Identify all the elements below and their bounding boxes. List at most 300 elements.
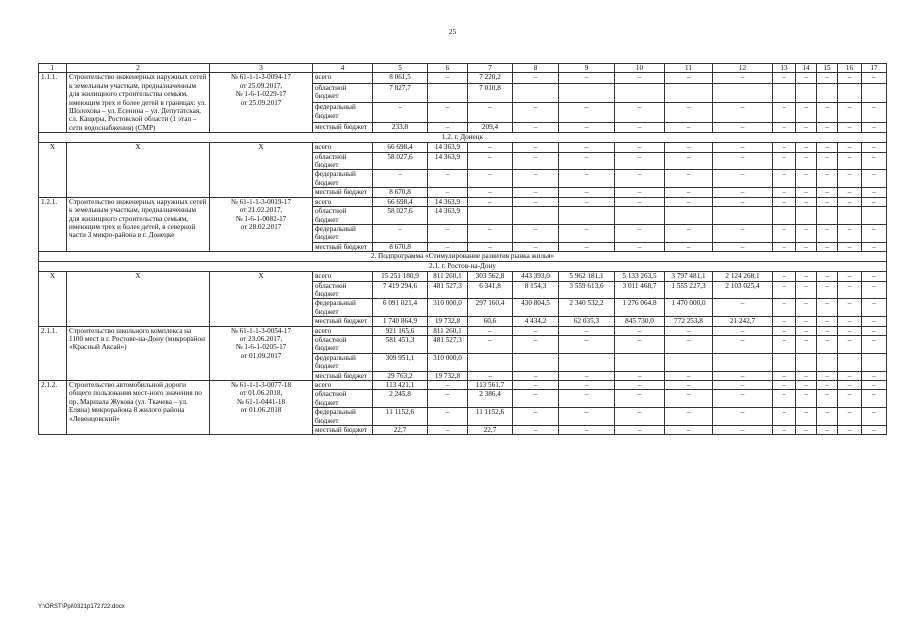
value-cell: – — [665, 242, 713, 251]
value-cell: 430 804,5 — [513, 299, 559, 317]
value-cell: – — [773, 143, 796, 152]
value-cell: – — [862, 371, 887, 380]
value-cell: 8 154,3 — [513, 281, 559, 299]
column-number-cell: 4 — [313, 64, 373, 73]
value-cell: 2 245,8 — [373, 390, 428, 408]
value-cell: – — [862, 299, 887, 317]
value-cell: 11 1152,6 — [468, 408, 513, 426]
value-cell: – — [838, 371, 862, 380]
value-cell: – — [862, 224, 887, 242]
value-cell: – — [665, 326, 713, 335]
value-cell: – — [513, 152, 559, 170]
value-cell: – — [559, 335, 615, 353]
value-cell: – — [773, 272, 796, 281]
value-cell: – — [615, 224, 665, 242]
value-cell: 7 220,2 — [468, 73, 513, 83]
value-cell: 8 670,8 — [373, 242, 428, 251]
value-cell — [817, 353, 838, 371]
item-name: Строительство инженерных наружных сетей к земельным участкам, предназначенным для жилищного строительства семьям, имеющим трех и более детей в границах: ул. Шолохова – ул. Есенина – ул. Депутатская, сл. Кащеры, Ростовской области (1 этап – сети водоснабжения) (СМР) — [67, 73, 210, 133]
value-cell: – — [559, 326, 615, 335]
value-cell — [559, 207, 615, 225]
value-cell: 22,7 — [373, 426, 428, 435]
value-cell — [513, 207, 559, 225]
item-documents: № 61-1-1-3-0019-17 от 21.02.2017, № 1-6-1-0082-17 от 28.02.2017 — [210, 197, 313, 251]
value-cell: – — [373, 170, 428, 188]
value-cell — [713, 353, 773, 371]
budget-label-regional: областной бюджет — [313, 335, 373, 353]
value-cell: 3 559 613,6 — [559, 281, 615, 299]
value-cell: – — [838, 426, 862, 435]
value-cell: – — [862, 188, 887, 197]
value-cell: – — [713, 224, 773, 242]
value-cell: 11 1152,6 — [373, 408, 428, 426]
x-mark-cell: Х — [39, 272, 67, 326]
value-cell: – — [838, 143, 862, 152]
value-cell: – — [428, 426, 468, 435]
budget-label-total: всего — [313, 272, 373, 281]
value-cell: – — [615, 170, 665, 188]
value-cell: – — [713, 408, 773, 426]
value-cell: – — [665, 426, 713, 435]
value-cell: 2 340 532,2 — [559, 299, 615, 317]
value-cell — [665, 207, 713, 225]
column-number-cell: 7 — [468, 64, 513, 73]
value-cell: – — [468, 242, 513, 251]
column-number-cell: 15 — [817, 64, 838, 73]
value-cell: – — [428, 381, 468, 390]
value-cell: – — [817, 73, 838, 83]
value-cell: – — [773, 170, 796, 188]
value-cell: – — [615, 143, 665, 152]
item-number: 1.1.1. — [39, 73, 67, 133]
value-cell: – — [713, 197, 773, 206]
item-name: Строительство инженерных наружных сетей к земельным участкам, предназначенным для жилищного строительства семьям, имеющим трех и более детей, в северной части 3 микро-района в г. Донецке — [67, 197, 210, 251]
value-cell: – — [559, 143, 615, 152]
value-cell: – — [615, 73, 665, 83]
value-cell: – — [713, 381, 773, 390]
value-cell: – — [665, 152, 713, 170]
value-cell: – — [838, 152, 862, 170]
value-cell: 29 763,2 — [373, 371, 428, 380]
value-cell: 443 393,0 — [513, 272, 559, 281]
value-cell: 14 363,9 — [428, 152, 468, 170]
value-cell: – — [773, 326, 796, 335]
value-cell: – — [838, 73, 862, 83]
value-cell: – — [665, 73, 713, 83]
column-number-cell: 16 — [838, 64, 862, 73]
value-cell: 19 732,8 — [428, 371, 468, 380]
value-cell: 58 027,6 — [373, 207, 428, 225]
value-cell: – — [713, 152, 773, 170]
value-cell: – — [559, 170, 615, 188]
value-cell: – — [773, 408, 796, 426]
value-cell: – — [428, 390, 468, 408]
budget-label-local: местный бюджет — [313, 188, 373, 197]
table-row — [39, 326, 887, 335]
value-cell: – — [615, 197, 665, 206]
value-cell: 8 670,8 — [373, 188, 428, 197]
value-cell: – — [773, 197, 796, 206]
budget-label-federal: федеральный бюджет — [313, 103, 373, 123]
value-cell: – — [559, 188, 615, 197]
value-cell: – — [615, 103, 665, 123]
value-cell — [796, 207, 817, 225]
value-cell — [713, 83, 773, 103]
value-cell: – — [862, 143, 887, 152]
value-cell: – — [665, 103, 713, 123]
value-cell: – — [665, 122, 713, 132]
item-documents: № 61-1-1-3-0054-17 от 23.06.2017, № 1-6-1-0205-17 от 01.09.2017 — [210, 326, 313, 380]
table-row — [39, 197, 887, 206]
value-cell: 233,8 — [373, 122, 428, 132]
value-cell: – — [513, 143, 559, 152]
value-cell: 7 827,7 — [373, 83, 428, 103]
value-cell — [615, 207, 665, 225]
value-cell: – — [796, 103, 817, 123]
value-cell: 310 000,0 — [428, 353, 468, 371]
value-cell: – — [773, 335, 796, 353]
value-cell: – — [513, 170, 559, 188]
value-cell: – — [796, 224, 817, 242]
value-cell: – — [468, 143, 513, 152]
value-cell: – — [559, 408, 615, 426]
value-cell: 60,6 — [468, 317, 513, 326]
value-cell: – — [559, 224, 615, 242]
value-cell: – — [615, 371, 665, 380]
value-cell: – — [713, 390, 773, 408]
column-number-cell: 12 — [713, 64, 773, 73]
value-cell: – — [862, 122, 887, 132]
value-cell: – — [513, 103, 559, 123]
budget-label-total: всего — [313, 197, 373, 206]
value-cell: – — [838, 122, 862, 132]
value-cell — [559, 83, 615, 103]
x-mark-cell: Х — [39, 143, 67, 197]
value-cell: – — [817, 299, 838, 317]
value-cell: 481 527,3 — [428, 281, 468, 299]
value-cell: – — [513, 426, 559, 435]
value-cell: – — [559, 122, 615, 132]
column-number-row — [39, 64, 887, 73]
value-cell: – — [862, 272, 887, 281]
value-cell: – — [817, 272, 838, 281]
value-cell: – — [862, 335, 887, 353]
value-cell: – — [838, 197, 862, 206]
section-title: 1.2. г. Донецк — [39, 133, 887, 143]
value-cell: – — [796, 299, 817, 317]
value-cell — [713, 207, 773, 225]
value-cell: 3 797 481,1 — [665, 272, 713, 281]
value-cell: – — [838, 272, 862, 281]
value-cell: – — [796, 317, 817, 326]
section-row — [39, 262, 887, 272]
budget-label-federal: федеральный бюджет — [313, 408, 373, 426]
value-cell: 14 363,9 — [428, 197, 468, 206]
budget-label-federal: федеральный бюджет — [313, 170, 373, 188]
value-cell — [796, 83, 817, 103]
value-cell: – — [468, 152, 513, 170]
value-cell — [559, 353, 615, 371]
value-cell: – — [713, 170, 773, 188]
value-cell: – — [773, 281, 796, 299]
value-cell: 1 740 864,9 — [373, 317, 428, 326]
value-cell: – — [796, 242, 817, 251]
column-number-cell: 13 — [773, 64, 796, 73]
column-number-cell: 3 — [210, 64, 313, 73]
value-cell: – — [559, 197, 615, 206]
value-cell: – — [817, 152, 838, 170]
value-cell: – — [838, 224, 862, 242]
value-cell: – — [713, 188, 773, 197]
value-cell — [838, 207, 862, 225]
value-cell: 21 242,7 — [713, 317, 773, 326]
budget-label-regional: областной бюджет — [313, 390, 373, 408]
value-cell: – — [796, 272, 817, 281]
value-cell: – — [559, 381, 615, 390]
budget-label-total: всего — [313, 73, 373, 83]
value-cell — [773, 353, 796, 371]
value-cell: 113 421,1 — [373, 381, 428, 390]
value-cell: 15 251 180,9 — [373, 272, 428, 281]
value-cell: – — [796, 281, 817, 299]
value-cell: – — [713, 371, 773, 380]
value-cell: – — [773, 122, 796, 132]
budget-label-local: местный бюджет — [313, 242, 373, 251]
value-cell: – — [513, 73, 559, 83]
value-cell: – — [513, 197, 559, 206]
value-cell: – — [796, 371, 817, 380]
value-cell: – — [862, 152, 887, 170]
value-cell: 845 730,0 — [615, 317, 665, 326]
value-cell: 66 698,4 — [373, 197, 428, 206]
value-cell: – — [817, 103, 838, 123]
value-cell: – — [817, 317, 838, 326]
value-cell: – — [373, 224, 428, 242]
value-cell: – — [513, 188, 559, 197]
value-cell: – — [665, 170, 713, 188]
value-cell: – — [862, 390, 887, 408]
section-title: 2. Подпрограмма «Стимулирование развития рынка жилья» — [39, 252, 887, 262]
value-cell: – — [817, 224, 838, 242]
value-cell: – — [615, 381, 665, 390]
x-mark-cell: Х — [210, 272, 313, 326]
value-cell: – — [773, 299, 796, 317]
column-number-cell: 2 — [67, 64, 210, 73]
value-cell: – — [862, 326, 887, 335]
column-number-cell: 9 — [559, 64, 615, 73]
value-cell: – — [773, 426, 796, 435]
value-cell: 2 103 025,4 — [713, 281, 773, 299]
value-cell — [796, 353, 817, 371]
value-cell: 811 260,1 — [428, 326, 468, 335]
value-cell: – — [817, 371, 838, 380]
value-cell: 1 470 000,0 — [665, 299, 713, 317]
item-name: Строительство автомобильной дороги общего пользования мест-ного значения по пр. Маршала Жукова (ул. Ткачева – ул. Еляна) микрорайона 8 жилого района «Левенцовский» — [67, 381, 210, 435]
value-cell: 19 732,8 — [428, 317, 468, 326]
item-number: 2.1.2. — [39, 381, 67, 435]
column-number-cell: 1 — [39, 64, 67, 73]
value-cell: – — [796, 390, 817, 408]
item-number: 2.1.1. — [39, 326, 67, 380]
value-cell: – — [796, 170, 817, 188]
value-cell: – — [773, 371, 796, 380]
value-cell: – — [665, 197, 713, 206]
column-number-cell: 14 — [796, 64, 817, 73]
value-cell: – — [615, 335, 665, 353]
value-cell: – — [468, 326, 513, 335]
section-title: 2.1. г. Ростов-на-Дону — [39, 262, 887, 272]
value-cell: – — [817, 426, 838, 435]
value-cell: – — [773, 224, 796, 242]
x-mark-cell: Х — [67, 272, 210, 326]
value-cell: – — [773, 381, 796, 390]
value-cell: 8 061,5 — [373, 73, 428, 83]
value-cell: – — [817, 281, 838, 299]
value-cell: 481 527,3 — [428, 335, 468, 353]
table-row — [39, 381, 887, 390]
value-cell: – — [513, 224, 559, 242]
value-cell: 7 419 294,6 — [373, 281, 428, 299]
value-cell: 303 562,8 — [468, 272, 513, 281]
value-cell: – — [796, 408, 817, 426]
value-cell: – — [838, 170, 862, 188]
value-cell: – — [428, 242, 468, 251]
value-cell: – — [373, 103, 428, 123]
value-cell: 6 341,8 — [468, 281, 513, 299]
value-cell: – — [838, 326, 862, 335]
budget-label-regional: областной бюджет — [313, 207, 373, 225]
value-cell: – — [862, 381, 887, 390]
value-cell: 921 165,6 — [373, 326, 428, 335]
value-cell: – — [817, 188, 838, 197]
value-cell: – — [838, 390, 862, 408]
value-cell: – — [468, 170, 513, 188]
value-cell: – — [838, 299, 862, 317]
value-cell: – — [796, 73, 817, 83]
value-cell: – — [513, 408, 559, 426]
value-cell — [615, 353, 665, 371]
column-number-cell: 10 — [615, 64, 665, 73]
value-cell: 22,7 — [468, 426, 513, 435]
item-number: 1.2.1. — [39, 197, 67, 251]
budget-label-federal: федеральный бюджет — [313, 224, 373, 242]
value-cell — [817, 83, 838, 103]
value-cell: – — [513, 242, 559, 251]
value-cell: – — [817, 122, 838, 132]
value-cell: – — [713, 143, 773, 152]
value-cell: – — [817, 170, 838, 188]
budget-label-total: всего — [313, 143, 373, 152]
value-cell: – — [796, 122, 817, 132]
value-cell: – — [862, 242, 887, 251]
value-cell: 14 363,9 — [428, 207, 468, 225]
value-cell: 2 386,4 — [468, 390, 513, 408]
value-cell: – — [796, 335, 817, 353]
value-cell: – — [428, 224, 468, 242]
value-cell: – — [838, 408, 862, 426]
value-cell: – — [796, 426, 817, 435]
value-cell: – — [428, 103, 468, 123]
value-cell — [773, 83, 796, 103]
value-cell: – — [513, 335, 559, 353]
value-cell: – — [838, 242, 862, 251]
value-cell: – — [713, 426, 773, 435]
value-cell: – — [615, 426, 665, 435]
value-cell: – — [665, 390, 713, 408]
value-cell: – — [796, 381, 817, 390]
value-cell: – — [817, 381, 838, 390]
value-cell: – — [862, 281, 887, 299]
value-cell: – — [817, 335, 838, 353]
value-cell — [428, 83, 468, 103]
table-row — [39, 143, 887, 152]
budget-label-regional: областной бюджет — [313, 83, 373, 103]
column-number-cell: 17 — [862, 64, 887, 73]
value-cell: – — [665, 381, 713, 390]
value-cell: – — [773, 103, 796, 123]
value-cell: – — [817, 143, 838, 152]
value-cell: – — [862, 73, 887, 83]
table-row — [39, 272, 887, 281]
value-cell: 581 451,3 — [373, 335, 428, 353]
value-cell: 4 434,2 — [513, 317, 559, 326]
value-cell: – — [713, 335, 773, 353]
item-name: Строительство школьного комплекса на 1100 мест в г. Ростове-на-Дону (микрорайон «Красный Аксай») — [67, 326, 210, 380]
value-cell: – — [773, 390, 796, 408]
value-cell: 1 555 227,3 — [665, 281, 713, 299]
value-cell — [615, 83, 665, 103]
value-cell: – — [513, 371, 559, 380]
value-cell: – — [665, 371, 713, 380]
value-cell: – — [796, 188, 817, 197]
value-cell: – — [838, 188, 862, 197]
x-mark-cell: Х — [210, 143, 313, 197]
value-cell: – — [713, 242, 773, 251]
value-cell: – — [428, 170, 468, 188]
value-cell: 2 124 268,1 — [713, 272, 773, 281]
value-cell: – — [665, 408, 713, 426]
value-cell — [862, 83, 887, 103]
budget-table — [38, 63, 887, 435]
value-cell: – — [862, 103, 887, 123]
value-cell: 3 011 468,7 — [615, 281, 665, 299]
budget-label-federal: федеральный бюджет — [313, 299, 373, 317]
value-cell: – — [559, 426, 615, 435]
budget-label-total: всего — [313, 381, 373, 390]
value-cell: – — [713, 103, 773, 123]
value-cell: – — [559, 73, 615, 83]
value-cell: – — [713, 73, 773, 83]
value-cell: – — [615, 188, 665, 197]
value-cell — [862, 207, 887, 225]
file-path-footer: Y:\ORST\Ppi\0321p172.f22.docx — [38, 604, 125, 610]
value-cell: 5 962 181,1 — [559, 272, 615, 281]
value-cell: 5 133 263,5 — [615, 272, 665, 281]
budget-label-local: местный бюджет — [313, 426, 373, 435]
value-cell: – — [862, 426, 887, 435]
value-cell: – — [468, 224, 513, 242]
value-cell: – — [428, 408, 468, 426]
value-cell: – — [773, 317, 796, 326]
value-cell: – — [559, 152, 615, 170]
value-cell: – — [817, 242, 838, 251]
value-cell: – — [468, 371, 513, 380]
value-cell: – — [862, 197, 887, 206]
value-cell: – — [796, 143, 817, 152]
value-cell: – — [615, 390, 665, 408]
value-cell: – — [665, 224, 713, 242]
value-cell: – — [665, 188, 713, 197]
